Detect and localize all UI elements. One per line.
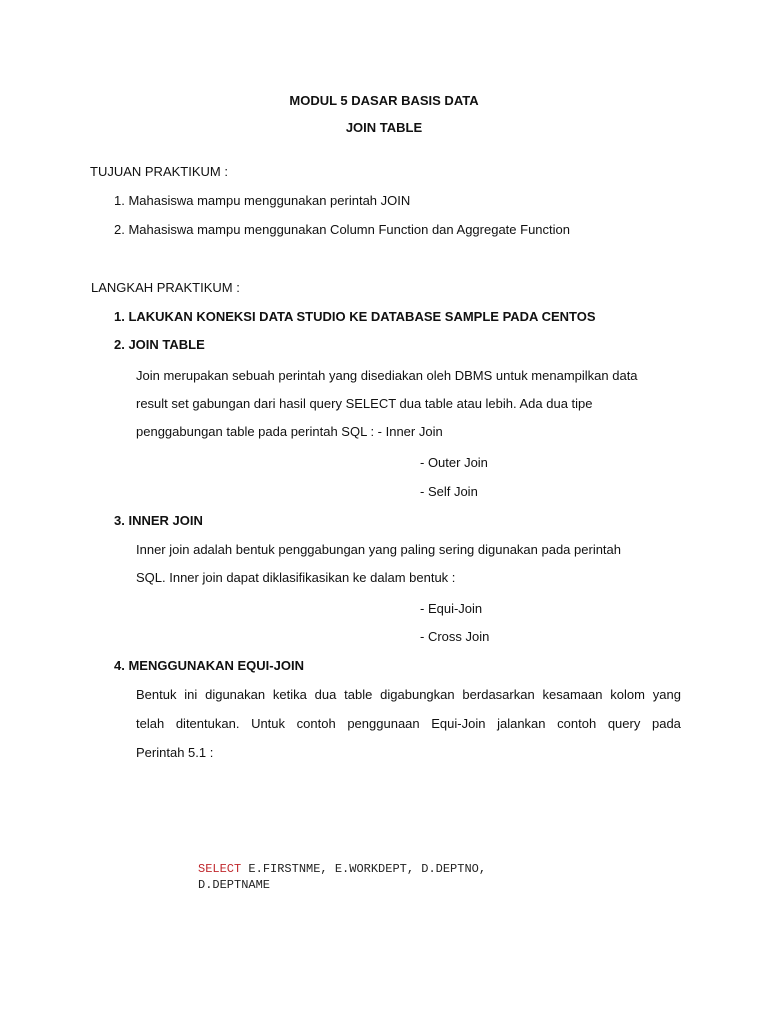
step-4-line-2-word: contoh [296,716,336,731]
code-line-1-rest: E.FIRSTNME, E.WORKDEPT, D.DEPTNO, [241,862,487,876]
step-4-line-3: Perintah 5.1 : [136,745,214,760]
tujuan-item-1: 1. Mahasiswa mampu menggunakan perintah JOIN [114,193,411,208]
tujuan-heading: TUJUAN PRAKTIKUM : [90,164,228,179]
code-line-2: D.DEPTNAME [198,878,271,892]
document-subtitle: JOIN TABLE [345,120,423,135]
step-2-line-2: result set gabungan dari hasil query SELECT dua table atau lebih. Ada dua tipe [136,396,593,411]
step-4-line-2-word: telah [136,716,165,731]
step-4-line-2-word: pada [651,716,681,731]
step-4-line-1-word: kesamaan [542,687,603,702]
step-4-title: 4. MENGGUNAKAN EQUI-JOIN [114,658,304,673]
step-4-line-1-word: Bentuk [136,687,177,702]
step-4-line-2-word: Equi-Join [431,716,486,731]
step-4-line-1-word: kolom [610,687,645,702]
step-1-title: 1. LAKUKAN KONEKSI DATA STUDIO KE DATABASE SAMPLE PADA CENTOS [114,309,596,324]
step-4-line-2-word: ditentukan. [175,716,240,731]
step-4-line-1-word: ketika [272,687,307,702]
step-3-line-1: Inner join adalah bentuk penggabungan yang paling sering digunakan pada perintah [136,542,622,557]
step-4-line-1 [136,687,681,703]
step-4-line-2-word: Untuk [251,716,286,731]
step-4-line-2-word: query [607,716,641,731]
code-line-1 [198,861,486,877]
step-4-line-1-word: table [344,687,373,702]
step-4-line-1-word: ini [184,687,198,702]
tujuan-item-2: 2. Mahasiswa mampu menggunakan Column Function dan Aggregate Function [114,222,570,237]
sql-keyword-select: SELECT [198,862,242,876]
step-4-line-2-word: contoh [557,716,597,731]
step-4-line-1-word: digunakan [205,687,266,702]
step-4-line-2 [136,716,681,732]
step-2-title: 2. JOIN TABLE [114,337,205,352]
step-3-line-2: SQL. Inner join dapat diklasifikasikan ke dalam bentuk : [136,570,456,585]
step-4-line-2-word: penggunaan [347,716,420,731]
step-4-line-1-word: dua [314,687,337,702]
step-2-sublist-outer-join: - Outer Join [420,455,488,470]
document-title: MODUL 5 DASAR BASIS DATA [289,93,479,108]
step-4-line-1-word: yang [652,687,681,702]
step-3-sublist-cross-join: - Cross Join [420,629,490,644]
step-2-sublist-self-join: - Self Join [420,484,478,499]
step-2-line-1: Join merupakan sebuah perintah yang disediakan oleh DBMS untuk menampilkan data [136,368,638,383]
step-3-sublist-equi-join: - Equi-Join [420,601,483,616]
step-4-line-1-word: digabungkan [380,687,455,702]
step-2-line-3: penggabungan table pada perintah SQL : - Inner Join [136,424,443,439]
step-4-line-2-word: jalankan [497,716,546,731]
step-3-title: 3. INNER JOIN [114,513,203,528]
langkah-heading: LANGKAH PRAKTIKUM : [91,280,240,295]
step-4-line-1-word: berdasarkan [462,687,535,702]
